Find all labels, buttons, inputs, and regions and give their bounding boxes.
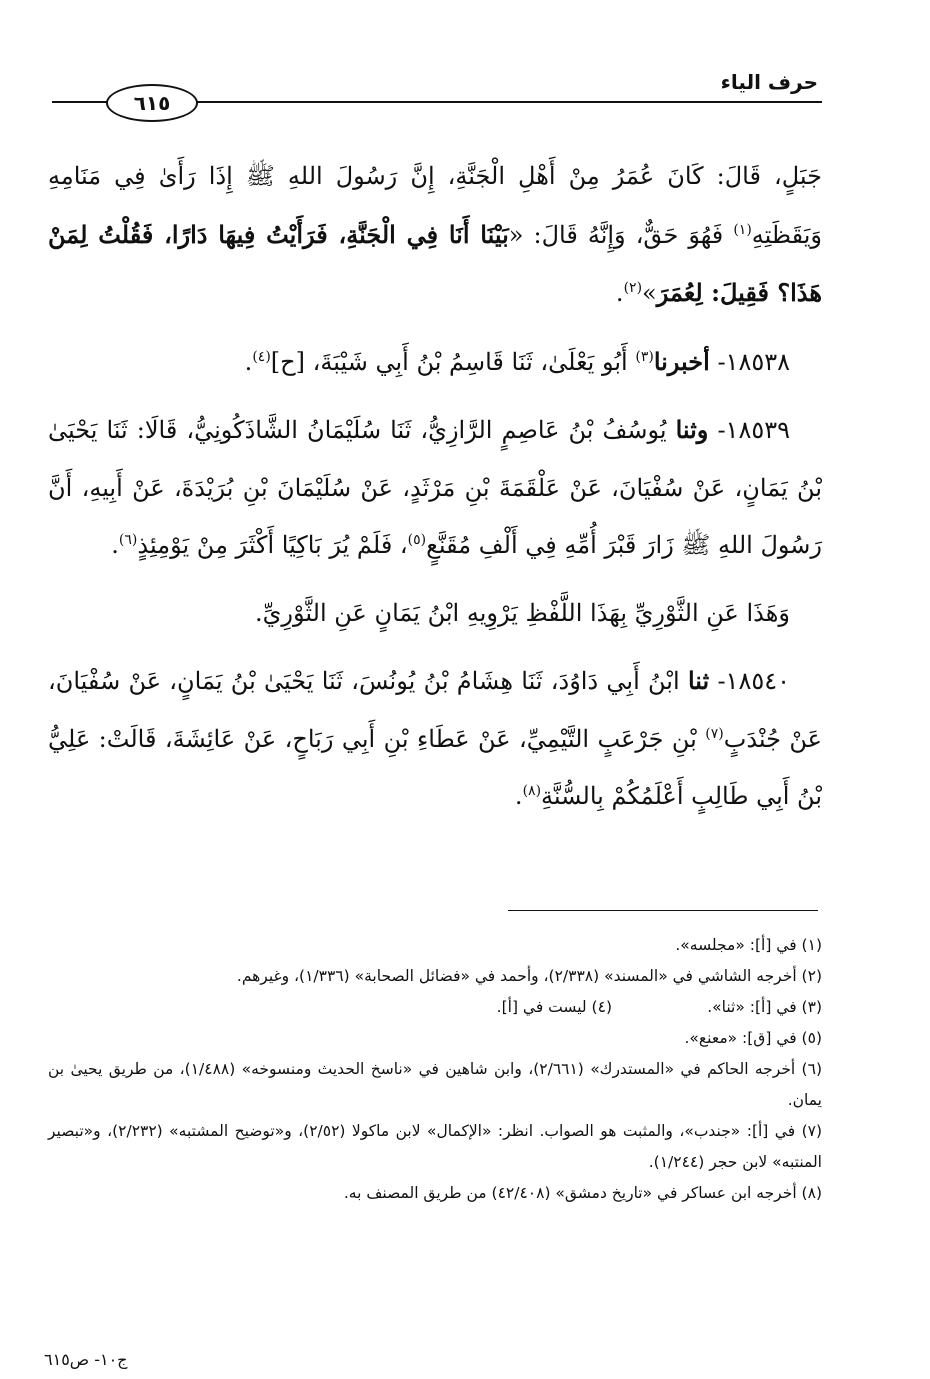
footnote: (٥) في [ق]: «معنع».: [684, 1029, 822, 1047]
footnote: (١) في [أ]: «مجلسه».: [675, 936, 822, 954]
hadith-number: ١٨٥٤٠-: [717, 667, 790, 695]
footnote: (٤) ليست في [أ].: [496, 998, 612, 1016]
footnote-separator: [508, 910, 818, 911]
author-comment: وَهَذَا عَنِ الثَّوْرِيِّ بِهَذَا اللَّفْظِ يَرْوِيهِ ابْنُ يَمَانٍ عَنِ الثَّوْرِيِّ.: [255, 598, 790, 627]
footnote: (٨) أخرجه ابن عساكر في «تاريخ دمشق» (٤٢/٤٠٨) من طريق المصنف به.: [343, 1184, 822, 1202]
main-text: [48, 148, 822, 826]
hadith-18538: ١٨٥٣٨- أخبرنا$^{(٣)}$ أَبُو يَعْلَىٰ، ثَنَا قَاسِمُ بْنُ أَبِي شَيْبَةَ، [ح]$^{(٤)}$.: [244, 346, 790, 376]
footnote-ref[interactable]: (٦): [118, 532, 138, 548]
footnote: (٦) أخرجه الحاكم في «المستدرك» (٢/٦٦١)، وابن شاهين في «ناسخ الحديث ومنسوخه» (١/٤٨٨)، من طريق يحيىٰ بن يمان.: [48, 1060, 822, 1109]
hadith-18540: ١٨٥٤٠- ثنا ابْنُ أَبِي دَاوُدَ، ثَنَا هِشَامُ بْنُ يُونُسَ، ثَنَا يَحْيَىٰ بْنُ يَمَانٍ، عَنْ سُفْيَانَ، عَنْ جُنْدَبٍ$^{(٧)}$ بْنِ جَرْعَبٍ التَّيْمِيِّ، عَنْ عَطَاءِ بْنِ أَبِي رَبَاحٍ، عَنْ عَائِشَةَ، قَالَتْ: عَلِيُّ بْنُ أَبِي طَالِبٍ أَعْلَمُكُمْ بِالسُّنَّةِ$^{(٨)}$.: [48, 666, 822, 810]
footnote-pair: [48, 992, 822, 1023]
footnote-ref[interactable]: (٤): [252, 348, 271, 365]
paragraph-continuation: جَبَلٍ، قَالَ: كَانَ عُمَرُ مِنْ أَهْلِ الْجَنَّةِ، إِنَّ رَسُولَ اللهِ ﷺ إِذَا رَأَىٰ فِي مَنَامِهِ وَيَقَظَتِهِ$^{(١)}$ فَهُوَ حَقٌّ، وَإِنَّهُ قَالَ: «بَيْنَا أَنَا فِي الْجَنَّةِ، فَرَأَيْتُ فِيهَا دَارًا، فَقُلْتُ لِمَنْ هَذَا؟ فَقِيلَ: لِعُمَرَ»$^{(٢)}$.: [48, 162, 823, 307]
page-footer-reference: ج١٠- ص٦١٥: [44, 1350, 128, 1369]
hadith-number: ١٨٥٣٩-: [717, 416, 790, 444]
hadith-18539: ١٨٥٣٩- وثنا يُوسُفُ بْنُ عَاصِمٍ الرَّازِيُّ، ثَنَا سُلَيْمَانُ الشَّاذَكُونِيُّ، قَالَا: ثَنَا يَحْيَىٰ بْنُ يَمَانٍ، عَنْ سُفْيَانَ، عَنْ عَلْقَمَةَ بْنِ مَرْثَدٍ، عَنْ سُلَيْمَانَ بْنِ بُرَيْدَةَ، عَنْ أَبِيهِ، أَنَّ رَسُولَ اللهِ ﷺ زَارَ قَبْرَ أُمِّهِ فِي أَلْفِ مُقَنَّعٍ$^{(٥)}$، فَلَمْ يُرَ بَاكِيًا أَكْثَرَ مِنْ يَوْمِئِذٍ$^{(٦)}$.: [48, 415, 822, 559]
page-number-badge: ٦١٥: [106, 84, 198, 122]
footnote: (٣) في [أ]: «ثنا».: [707, 998, 822, 1016]
hadith-number: ١٨٥٣٨-: [717, 347, 790, 376]
footnotes: [48, 930, 822, 1209]
footnote-ref[interactable]: (٧): [705, 725, 724, 742]
footnote: (٧) في [أ]: «جندب»، والمثبت هو الصواب. انظر: «الإكمال» لابن ماكولا (٢/٥٢)، و«توضيح المشتبه» (٢/٢٣٢)، و«تبصير المنتبه» لابن حجر (١/٢٤٤).: [48, 1122, 823, 1171]
footnote-ref[interactable]: (٨): [522, 783, 542, 799]
footnote-ref[interactable]: (٣): [635, 348, 654, 365]
footnote: (٢) أخرجه الشاشي في «المسند» (٢/٣٣٨)، وأحمد في «فضائل الصحابة» (١/٣٣٦)، وغيرهم.: [236, 967, 822, 985]
footnote-ref[interactable]: (٢): [623, 280, 643, 296]
footnote-ref[interactable]: (٥): [407, 532, 427, 548]
running-header-title: حرف الياء: [720, 70, 818, 94]
footnote-ref[interactable]: (١): [733, 221, 752, 238]
